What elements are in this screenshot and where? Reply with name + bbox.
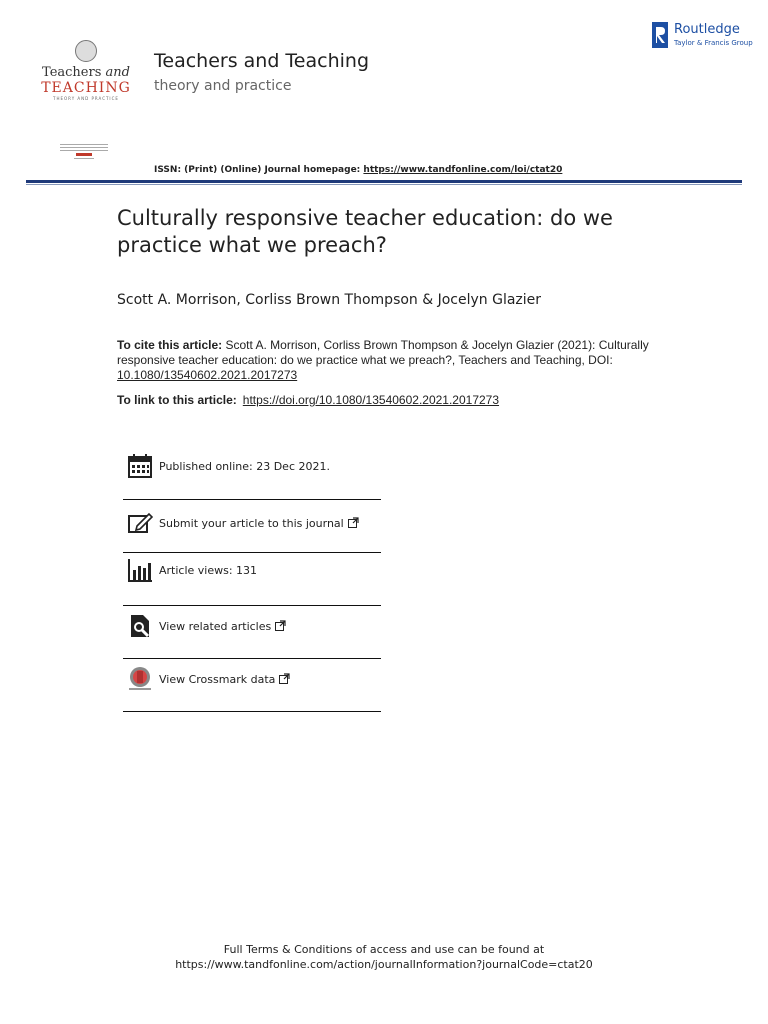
external-link-icon — [279, 673, 290, 684]
document-search-icon — [127, 613, 153, 639]
cite-label: To cite this article: — [117, 338, 223, 352]
crossmark-icon — [127, 666, 153, 692]
journal-cover-thumbnail — [58, 142, 110, 172]
routledge-r-icon — [652, 22, 668, 48]
logo-word-teaching: TEACHING — [41, 80, 131, 96]
header-divider-thin — [26, 184, 742, 185]
terms-url[interactable]: https://www.tandfonline.com/action/journalInformation?journalCode=ctat20 — [175, 958, 593, 971]
logo-subtitle: THEORY AND PRACTICE — [53, 96, 119, 101]
crossmark-item[interactable] — [123, 656, 381, 706]
divider — [123, 711, 381, 712]
seal-icon — [75, 40, 97, 62]
submit-article-link[interactable]: Submit your article to this journal — [159, 517, 344, 530]
published-online-item — [123, 443, 381, 493]
publisher-group: Taylor & Francis Group — [674, 39, 753, 47]
publisher-name: Routledge — [674, 22, 740, 37]
cite-text: Scott A. Morrison, Corliss Brown Thompson & Jocelyn Glazier (2021): Culturally responsive teacher education: do we practice what we preach?, Teachers and Teaching, DOI: — [117, 338, 649, 367]
edit-icon — [127, 510, 153, 536]
header-divider — [26, 180, 742, 183]
related-articles-item[interactable] — [123, 603, 381, 653]
cite-doi-link[interactable]: 10.1080/13540602.2021.2017273 — [117, 368, 298, 382]
submit-article-item[interactable] — [123, 500, 381, 550]
bar-chart-icon — [127, 557, 153, 583]
terms-text: Full Terms & Conditions of access and use can be found at — [223, 943, 545, 956]
journal-title: Teachers and Teaching — [154, 50, 370, 72]
terms-footer — [0, 942, 768, 972]
logo-word-teachers: Teachers — [42, 65, 102, 80]
doi-link[interactable]: https://doi.org/10.1080/13540602.2021.2017273 — [242, 393, 500, 407]
journal-homepage-link[interactable]: https://www.tandfonline.com/loi/ctat20 — [363, 165, 563, 175]
external-link-icon — [348, 517, 359, 528]
crossmark-link[interactable]: View Crossmark data — [159, 673, 276, 686]
link-label: To link to this article: — [117, 393, 237, 407]
related-articles-link[interactable]: View related articles — [159, 620, 272, 633]
article-views-item — [123, 547, 381, 597]
publisher-logo — [652, 20, 752, 50]
issn-line — [154, 165, 562, 175]
article-title: Culturally responsive teacher education: do we practice what we preach? — [117, 206, 613, 257]
article-link-block — [117, 393, 499, 407]
article-views: Article views: 131 — [159, 564, 258, 577]
citation-block — [117, 338, 662, 383]
issn-text: ISSN: (Print) (Online) Journal homepage: — [154, 165, 364, 175]
journal-subtitle: theory and practice — [154, 78, 292, 94]
calendar-icon — [127, 453, 153, 479]
external-link-icon — [275, 620, 286, 631]
article-authors: Scott A. Morrison, Corliss Brown Thompson & Jocelyn Glazier — [117, 292, 542, 308]
published-date: Published online: 23 Dec 2021. — [159, 460, 330, 473]
journal-logo — [36, 30, 136, 110]
logo-word-and: and — [105, 65, 130, 80]
